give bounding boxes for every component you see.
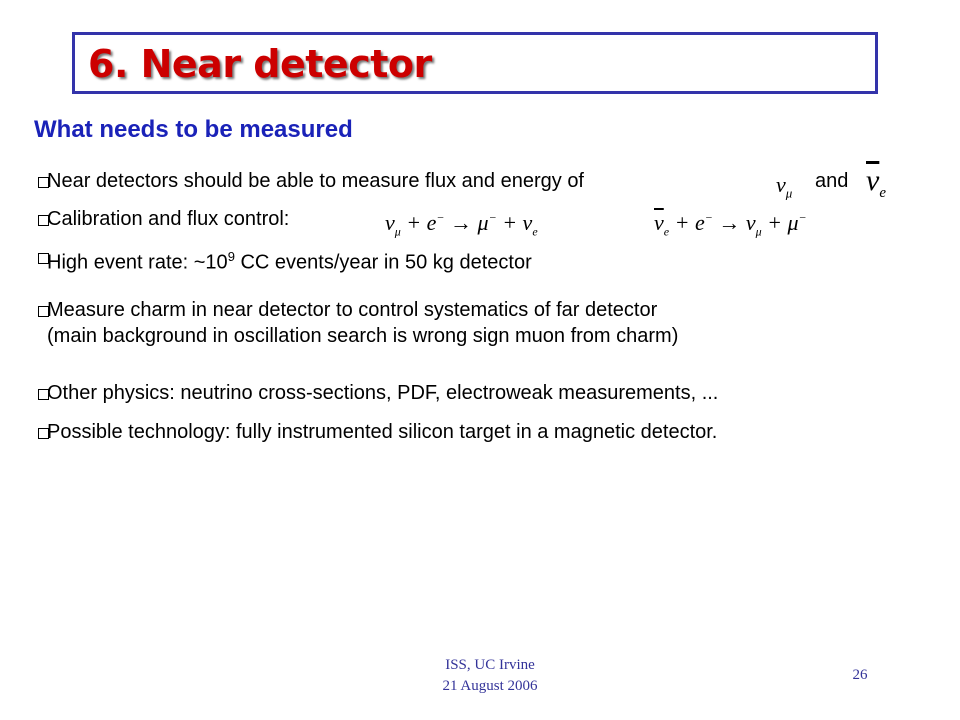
eq2-arrow: → ν: [712, 210, 756, 235]
bullet-4-line-2: (main background in oscillation search is wrong sign muon from charm): [47, 325, 679, 347]
equation-1: [385, 210, 538, 239]
eq2-op2: + μ: [761, 210, 799, 235]
mu-subscript: μ: [785, 185, 793, 201]
nu-glyph: ν: [776, 172, 786, 197]
bullet-6-text: Possible technology: fully instrumented silicon target in a magnetic detector.: [47, 421, 718, 443]
eq1-sup2: −: [488, 210, 497, 225]
eq1-op1: + e: [400, 210, 437, 235]
bullet-4-line-1: Measure charm in near detector to control systematics of far detector: [47, 299, 658, 321]
page-number: 26: [852, 667, 868, 683]
bullet-1-and: and: [815, 170, 849, 192]
equation-2: [654, 210, 807, 239]
eq1-op2: + ν: [496, 210, 533, 235]
nu-bar-glyph: $\overline{\nu}$: [866, 164, 880, 197]
footer-venue: ISS, UC Irvine: [445, 657, 535, 673]
bullet-3-post: CC events/year in 50 kg detector: [234, 251, 532, 274]
eq1-rhs-sub: e: [532, 224, 538, 239]
eq2-lhs-sub: e: [663, 224, 670, 239]
bullet-1-text: Near detectors should be able to measure flux and energy of: [47, 170, 584, 192]
eq2-lhs: $\overline{\nu}$: [654, 210, 664, 235]
eq2-sup2: −: [798, 210, 807, 225]
eq1-arrow: → μ: [444, 210, 489, 235]
footer-date: 21 August 2006: [442, 678, 538, 694]
bullet-5-text: Other physics: neutrino cross-sections, PDF, electroweak measurements, ...: [47, 382, 719, 404]
nu-e-bar-symbol: [866, 164, 886, 202]
e-subscript: e: [879, 185, 886, 201]
slide-title: 6. Near detector: [88, 42, 432, 86]
bullet-2-text: Calibration and flux control:: [47, 208, 290, 230]
nu-mu-symbol: [776, 172, 792, 201]
eq2-op1: + e: [669, 210, 705, 235]
eq2-sup1: −: [704, 210, 713, 225]
eq2-mid-sub: μ: [755, 224, 762, 239]
eq1-sup1: −: [436, 210, 445, 225]
bullet-3-text: [47, 245, 532, 275]
bullet-3-pre: High event rate: ~10: [47, 251, 228, 274]
bullet-3-exponent: 9: [227, 249, 235, 264]
slide-subtitle: What needs to be measured: [34, 116, 353, 143]
eq1-lhs: ν: [385, 210, 395, 235]
eq1-lhs-sub: μ: [394, 224, 401, 239]
